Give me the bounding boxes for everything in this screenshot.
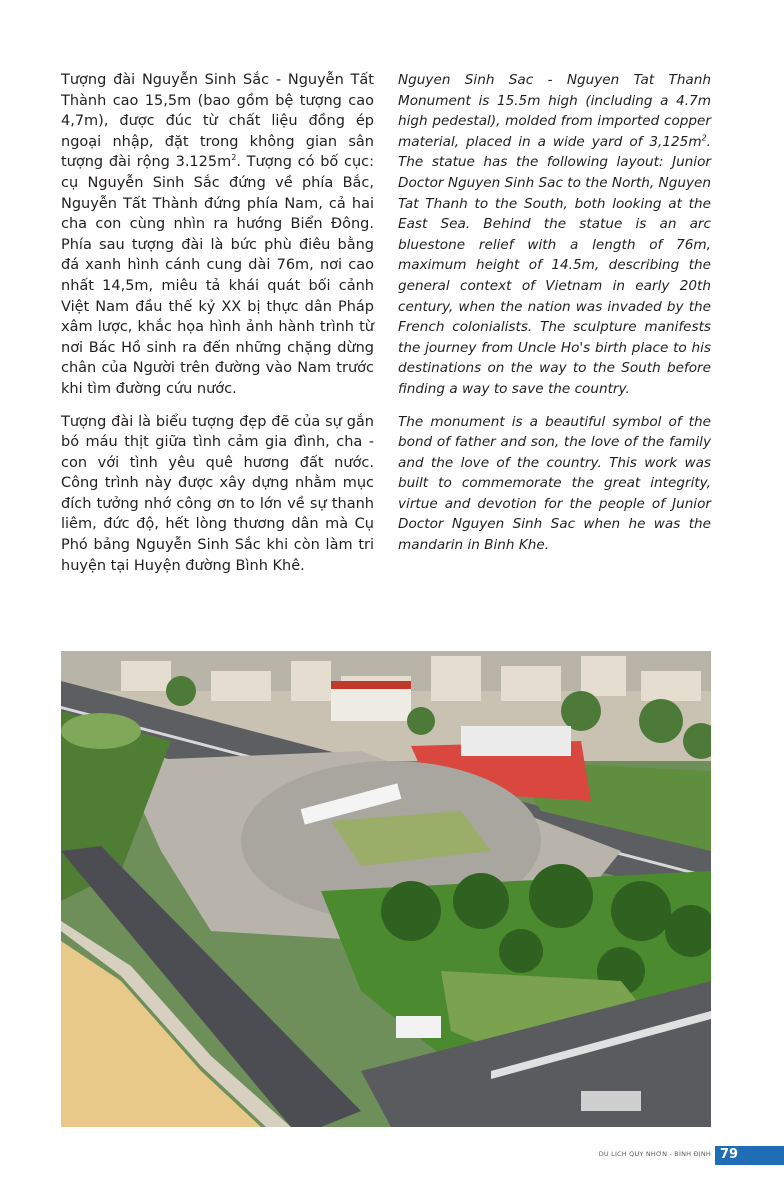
vi-paragraph-1 <box>61 70 374 400</box>
page-number-tab <box>715 1146 784 1165</box>
aerial-photo-illustration <box>61 651 711 1127</box>
vi-paragraph-2: Tượng đài là biểu tượng đẹp đẽ của sự gắn bó máu thịt giữa tình cảm gia đình, cha - con với tình yêu quê hương đất nước. Công trình này được xây dựng nhằm mục đích tưởng nhớ công ơn to lớn về sự thanh liêm, đức độ, hết lòng thương dân mà Cụ Phó bảng Nguyễn Sinh Sắc khi còn làm tri huyện tại Huyện đường Bình Khê. <box>61 413 374 574</box>
vi-superscript: 2 <box>231 153 237 163</box>
vi-paragraph-1-rest: . Tượng có bố cục: cụ Nguyễn Sinh Sắc đứng về phía Bắc, Nguyễn Tất Thành đứng phía Nam, cả hai cha con cùng nhìn ra hướng Biển Đông. Phía sau tượng đài là bức phù điêu bằng đá xanh hình cánh cung dài 76m, nơi cao nhất 14,5m, miêu tả khái quát bối cảnh Việt Nam đầu thế kỷ XX bị thực dân Pháp xâm lược, khắc họa hình ảnh hành trình từ nơi Bác Hồ sinh ra đến những chặng dừng chân của Người trên đường vào Nam trước khi tìm đường cứu nước. <box>61 154 374 397</box>
vi-paragraph-1-text: Tượng đài Nguyễn Sinh Sắc - Nguyễn Tất Thành cao 15,5m (bao gồm bệ tượng cao 4,7m), được đúc từ chất liệu đồng ép ngoại nhập, đặt trong không gian sân tượng đài rộng 3.125m <box>61 72 374 171</box>
aerial-photo <box>61 651 711 1127</box>
vietnamese-text-column <box>61 70 374 588</box>
en-paragraph-1-text: Nguyen Sinh Sac - Nguyen Tat Thanh Monument is 15.5m high (including a 4.7m high pedestal), molded from imported copper material, placed in a wide yard of 3,125m <box>398 72 711 150</box>
english-text-column <box>398 70 711 568</box>
en-paragraph-2: The monument is a beautiful symbol of the bond of father and son, the love of the family and the love of the country. This work was built to commemorate the great integrity, virtue and devotion for the people of Junior Doctor Nguyen Sinh Sac when he was the mandarin in Binh Khe. <box>398 413 711 554</box>
en-paragraph-1 <box>398 70 711 400</box>
en-superscript: 2 <box>701 133 707 143</box>
en-paragraph-1-rest: . The statue has the following layout: Junior Doctor Nguyen Sinh Sac to the North, Nguyen Tat Thanh to the South, both looking at the East Sea. Behind the statue is an arc bluestone relief with a length of 76m, maximum height of 14.5m, describing the general context of Vietnam in early 20th century, when the nation was invaded by the French colonialists. The sculpture manifests the journey from Uncle Ho's birth place to his destinations on the way to the South before finding a way to save the country. <box>398 133 711 397</box>
publication-footer: DU LỊCH QUY NHƠN - BÌNH ĐỊNH <box>598 1150 711 1158</box>
page-number: 79 <box>720 1147 739 1162</box>
